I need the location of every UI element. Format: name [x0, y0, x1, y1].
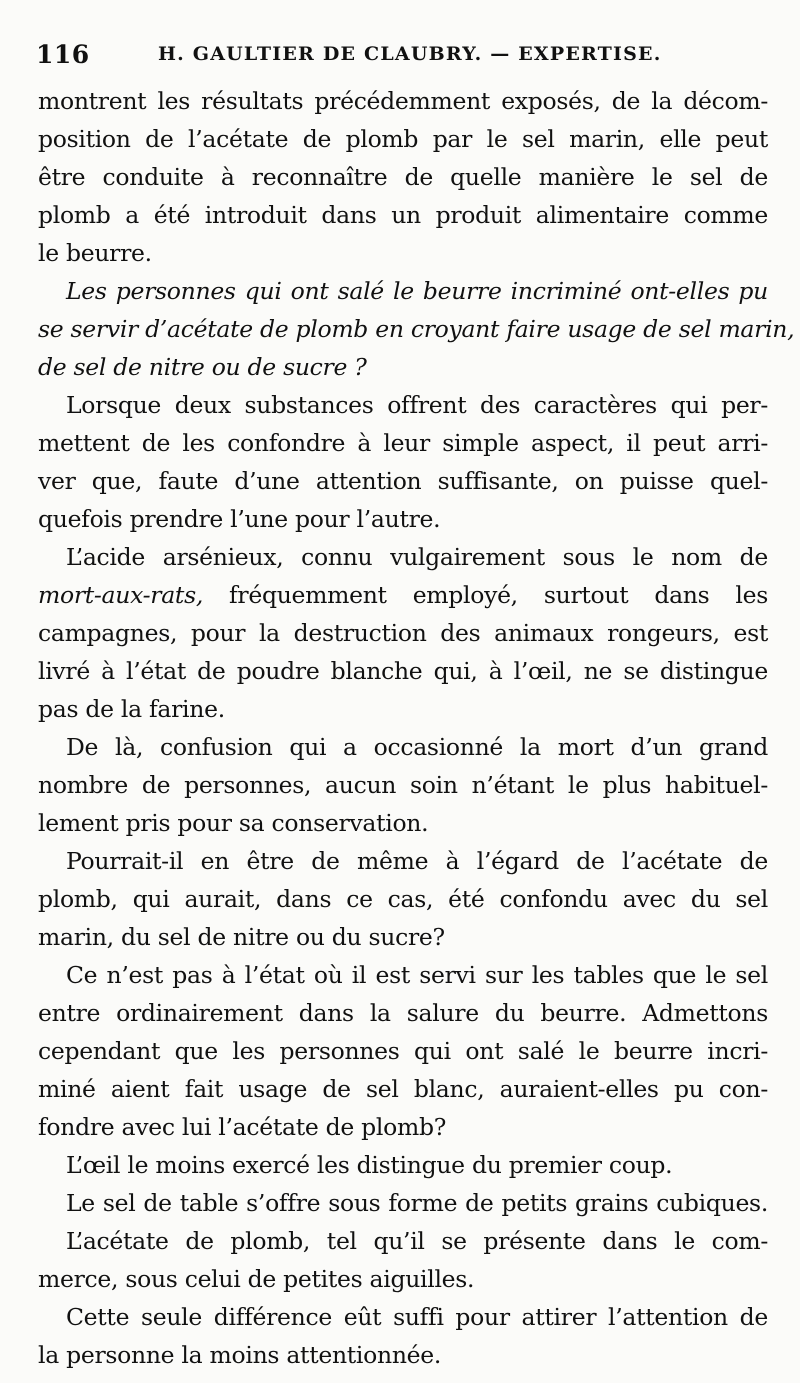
- text-line: la personne la moins attentionnée.: [38, 1341, 442, 1369]
- text-line: L’acide arsénieux, connu vulgairement sous le nom de: [66, 543, 768, 571]
- text-line: position de l’acétate de plomb par le sel marin, elle peut: [38, 125, 768, 153]
- text-line: Pourrait-il en être de même à l’égard de l’acétate de: [66, 847, 768, 875]
- body-text: [38, 82, 795, 1374]
- text-line-rest: fréquemment employé, surtout dans les: [203, 581, 768, 609]
- text-line: fondre avec lui l’acétate de plomb?: [38, 1113, 446, 1141]
- running-head: H. GAULTIER DE CLAUBRY. — EXPERTISE.: [158, 43, 662, 65]
- text-line: quefois prendre l’une pour l’autre.: [38, 505, 441, 533]
- text-line: Lorsque deux substances offrent des caractères qui per-: [66, 391, 768, 419]
- text-line: mettent de les confondre à leur simple aspect, il peut arri-: [38, 429, 768, 457]
- text-line: ver que, faute d’une attention suffisante, on puisse quel-: [38, 467, 768, 495]
- text-line: Le sel de table s’offre sous forme de petits grains cubiques.: [66, 1189, 768, 1217]
- page-header: [36, 40, 766, 74]
- text-line: être conduite à reconnaître de quelle manière le sel de: [38, 163, 768, 191]
- text-line: De là, confusion qui a occasionné la mort d’un grand: [66, 733, 768, 761]
- text-line: merce, sous celui de petites aiguilles.: [38, 1265, 475, 1293]
- text-line: pas de la farine.: [38, 695, 225, 723]
- page-number: 116: [36, 40, 90, 69]
- text-line: livré à l’état de poudre blanche qui, à l’œil, ne se distingue: [38, 657, 768, 685]
- italic-term: mort-aux-rats,: [38, 581, 203, 609]
- text-line: Cette seule différence eût suffi pour attirer l’attention de: [66, 1303, 768, 1331]
- text-line: entre ordinairement dans la salure du beurre. Admettons: [38, 999, 768, 1027]
- text-line: L’acétate de plomb, tel qu’il se présente dans le com-: [66, 1227, 768, 1255]
- text-line: plomb a été introduit dans un produit alimentaire comme: [38, 201, 768, 229]
- text-line: marin, du sel de nitre ou du sucre?: [38, 923, 445, 951]
- text-line: cependant que les personnes qui ont salé le beurre incri-: [38, 1037, 768, 1065]
- text-line: montrent les résultats précédemment exposés, de la décom-: [38, 87, 768, 115]
- italic-question-line: de sel de nitre ou de sucre ?: [38, 353, 367, 381]
- text-line: Ce n’est pas à l’état où il est servi sur les tables que le sel: [66, 961, 768, 989]
- italic-question-line: se servir d’acétate de plomb en croyant faire usage de sel marin,: [38, 315, 795, 343]
- text-line: plomb, qui aurait, dans ce cas, été confondu avec du sel: [38, 885, 768, 913]
- text-line: L’œil le moins exercé les distingue du premier coup.: [66, 1151, 673, 1179]
- text-line: nombre de personnes, aucun soin n’étant le plus habituel-: [38, 771, 768, 799]
- text-line: lement pris pour sa conservation.: [38, 809, 429, 837]
- text-line: le beurre.: [38, 239, 152, 267]
- italic-question-line: Les personnes qui ont salé le beurre incriminé ont-elles pu: [66, 277, 768, 305]
- text-line: [38, 576, 768, 614]
- text-line: campagnes, pour la destruction des animaux rongeurs, est: [38, 619, 768, 647]
- text-line: miné aient fait usage de sel blanc, auraient-elles pu con-: [38, 1075, 768, 1103]
